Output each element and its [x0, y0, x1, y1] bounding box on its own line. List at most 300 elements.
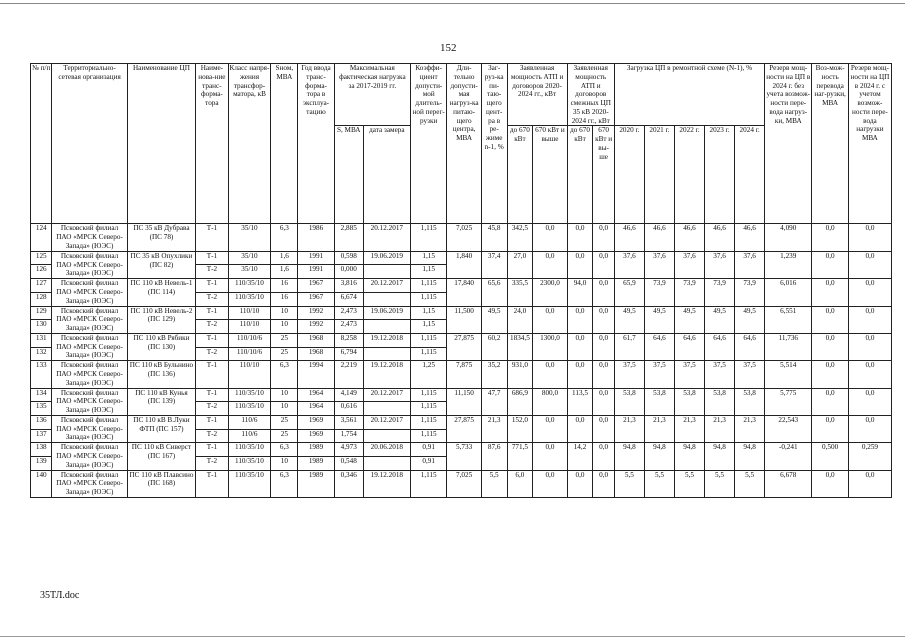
snom-cell: 10 [271, 456, 298, 470]
cp-name-cell: ПС 110 кВ Невель-1 (ПС 114) [127, 279, 196, 306]
reserve-no-cell: 6,678 [765, 470, 812, 497]
row-number: 134 [31, 388, 52, 402]
atp-over670-cell: 0,0 [533, 361, 567, 388]
coef-cell: 1,115 [410, 292, 446, 306]
transformer-cell: Т-1 [196, 388, 228, 402]
repair-load-cell: 46,6 [705, 224, 735, 251]
repair-load-cell: 21,3 [614, 415, 644, 442]
transfer-cell: 0,0 [812, 388, 848, 415]
s-mva-cell: 2,219 [334, 361, 363, 388]
voltage-cell: 35/10 [228, 224, 271, 251]
snom-cell: 16 [271, 292, 298, 306]
date-cell: 19.12.2018 [363, 333, 410, 347]
adj-to670-cell: 0,0 [567, 361, 593, 388]
table-header [31, 64, 892, 224]
repair-load-cell: 53,8 [614, 388, 644, 415]
snom-cell: 1,6 [271, 251, 298, 265]
atp-over670-cell: 1300,0 [533, 333, 567, 360]
org-cell: Псковский филиал ПАО «МРСК Северо-Запада» (ЮЭС) [52, 415, 127, 442]
adj-to670-cell: 0,0 [567, 306, 593, 333]
transfer-cell: 0,0 [812, 279, 848, 306]
reserve-with-cell: 0,0 [848, 470, 891, 497]
repair-load-cell: 37,5 [735, 361, 765, 388]
footer-filename: 35ТЛ.doc [40, 590, 80, 601]
voltage-cell: 35/10 [228, 251, 271, 265]
reserve-with-cell: 0,0 [848, 224, 891, 251]
load-pct-cell: 49,5 [481, 306, 507, 333]
header-coef: Коэффи-циент допусти-мой длитель-ной перег-рузки [410, 64, 446, 224]
reserve-no-cell: 6,016 [765, 279, 812, 306]
table-row [31, 415, 892, 429]
reserve-no-cell: 5,514 [765, 361, 812, 388]
coef-cell: 1,115 [410, 279, 446, 293]
repair-load-cell: 37,6 [674, 251, 704, 278]
repair-load-cell: 49,5 [644, 306, 674, 333]
date-cell: 19.06.2019 [363, 306, 410, 320]
load-pct-cell: 37,4 [481, 251, 507, 278]
atp-to670-cell: 27,0 [507, 251, 533, 278]
capacity-table [30, 63, 892, 498]
repair-load-cell: 49,5 [614, 306, 644, 333]
voltage-cell: 110/35/10 [228, 292, 271, 306]
coef-cell: 1,15 [410, 306, 446, 320]
adj-to670-cell: 0,0 [567, 224, 593, 251]
coef-cell: 1,15 [410, 251, 446, 265]
s-mva-cell: 1,754 [334, 429, 363, 443]
org-cell: Псковский филиал ПАО «МРСК Северо-Запада» (ЮЭС) [52, 333, 127, 360]
row-number: 128 [31, 292, 52, 306]
date-cell [363, 456, 410, 470]
voltage-cell: 110/10 [228, 320, 271, 334]
header-load-pct: Заг-руз-ка пи-таю-щего цент-ра в ре-жиме n-1, % [481, 64, 507, 224]
s-mva-cell: 3,561 [334, 415, 363, 429]
s-mva-cell: 3,816 [334, 279, 363, 293]
snom-cell: 25 [271, 347, 298, 361]
row-number: 138 [31, 443, 52, 457]
repair-load-cell: 37,6 [614, 251, 644, 278]
page-number: 152 [440, 42, 457, 54]
reserve-no-cell: -0,241 [765, 443, 812, 470]
repair-load-cell: 94,8 [674, 443, 704, 470]
reserve-no-cell: 6,551 [765, 306, 812, 333]
transfer-cell: 0,0 [812, 306, 848, 333]
cp-name-cell: ПС 110 кВ Кунья (ПС 139) [127, 388, 196, 415]
org-cell: Псковский филиал ПАО «МРСК Северо-Запада» (ЮЭС) [52, 306, 127, 333]
load-pct-cell: 21,3 [481, 415, 507, 442]
snom-cell: 10 [271, 320, 298, 334]
year-cell: 1964 [298, 402, 334, 416]
coef-cell: 1,115 [410, 224, 446, 251]
header-y2020: 2020 г. [614, 126, 644, 224]
adj-to670-cell: 14,2 [567, 443, 593, 470]
repair-load-cell: 53,8 [674, 388, 704, 415]
date-cell: 20.12.2017 [363, 224, 410, 251]
s-mva-cell: 0,598 [334, 251, 363, 265]
repair-load-cell: 46,6 [674, 224, 704, 251]
coef-cell: 1,115 [410, 429, 446, 443]
row-number: 129 [31, 306, 52, 320]
repair-load-cell: 53,8 [705, 388, 735, 415]
long-allow-cell: 5,733 [447, 443, 481, 470]
atp-to670-cell: 931,0 [507, 361, 533, 388]
date-cell: 20.12.2017 [363, 388, 410, 402]
row-number: 135 [31, 402, 52, 416]
header-y2024: 2024 г. [735, 126, 765, 224]
adj-over670-cell: 0,0 [593, 251, 614, 278]
coef-cell: 1,115 [410, 402, 446, 416]
coef-cell: 1,25 [410, 361, 446, 388]
reserve-with-cell: 0,0 [848, 306, 891, 333]
date-cell: 20.12.2017 [363, 415, 410, 429]
atp-to670-cell: 771,5 [507, 443, 533, 470]
voltage-cell: 110/10/6 [228, 347, 271, 361]
header-reserve-with: Резерв мощ-ности на ЦП в 2024 г. с учетом возмож-ности пере-вода нагрузки МВА [848, 64, 891, 224]
repair-load-cell: 94,8 [705, 443, 735, 470]
year-cell: 1968 [298, 347, 334, 361]
repair-load-cell: 21,3 [644, 415, 674, 442]
year-cell: 1992 [298, 306, 334, 320]
repair-load-cell: 5,5 [644, 470, 674, 497]
date-cell: 20.06.2018 [363, 443, 410, 457]
repair-load-cell: 53,8 [644, 388, 674, 415]
load-pct-cell: 65,6 [481, 279, 507, 306]
header-to670b: до 670 кВт [567, 126, 593, 224]
date-cell [363, 347, 410, 361]
atp-over670-cell: 0,0 [533, 443, 567, 470]
snom-cell: 6,3 [271, 224, 298, 251]
atp-to670-cell: 335,5 [507, 279, 533, 306]
transformer-cell: Т-1 [196, 306, 228, 320]
header-y2021: 2021 г. [644, 126, 674, 224]
voltage-cell: 110/35/10 [228, 470, 271, 497]
adj-to670-cell: 0,0 [567, 333, 593, 360]
reserve-no-cell: 11,736 [765, 333, 812, 360]
voltage-cell: 110/10 [228, 361, 271, 388]
atp-to670-cell: 1834,5 [507, 333, 533, 360]
load-pct-cell: 45,8 [481, 224, 507, 251]
transformer-cell: Т-2 [196, 402, 228, 416]
voltage-cell: 110/35/10 [228, 456, 271, 470]
voltage-cell: 110/10/6 [228, 333, 271, 347]
transformer-cell: Т-1 [196, 443, 228, 457]
long-allow-cell: 1,840 [447, 251, 481, 278]
header-meas-date: дата замера [363, 126, 410, 224]
header-s-mva: S, МВА [334, 126, 363, 224]
repair-load-cell: 94,8 [735, 443, 765, 470]
adj-over670-cell: 0,0 [593, 415, 614, 442]
date-cell: 19.06.2019 [363, 251, 410, 265]
snom-cell: 6,3 [271, 361, 298, 388]
table-row [31, 279, 892, 293]
row-number: 131 [31, 333, 52, 347]
table-row [31, 443, 892, 457]
header-declared-atp: Заявленная мощность АТП и договоров 2020-2024 гг., кВт [507, 64, 567, 126]
s-mva-cell: 4,149 [334, 388, 363, 402]
org-cell: Псковский филиал ПАО «МРСК Северо-Запада» (ЮЭС) [52, 361, 127, 388]
reserve-with-cell: 0,0 [848, 279, 891, 306]
reserve-with-cell: 0,0 [848, 333, 891, 360]
transfer-cell: 0,0 [812, 224, 848, 251]
bottom-border-line [0, 636, 905, 637]
repair-load-cell: 37,5 [705, 361, 735, 388]
transformer-cell: Т-1 [196, 251, 228, 265]
reserve-no-cell: 5,775 [765, 388, 812, 415]
repair-load-cell: 37,6 [644, 251, 674, 278]
reserve-with-cell: 0,0 [848, 251, 891, 278]
date-cell [363, 265, 410, 279]
repair-load-cell: 64,6 [644, 333, 674, 360]
top-border-line [0, 3, 905, 4]
transfer-cell: 0,500 [812, 443, 848, 470]
repair-load-cell: 37,5 [674, 361, 704, 388]
coef-cell: 0,91 [410, 456, 446, 470]
year-cell: 1964 [298, 388, 334, 402]
load-pct-cell: 87,6 [481, 443, 507, 470]
transformer-cell: Т-1 [196, 470, 228, 497]
row-number: 127 [31, 279, 52, 293]
s-mva-cell: 2,885 [334, 224, 363, 251]
reserve-with-cell: 0,259 [848, 443, 891, 470]
s-mva-cell: 6,794 [334, 347, 363, 361]
voltage-cell: 110/35/10 [228, 388, 271, 402]
snom-cell: 25 [271, 333, 298, 347]
year-cell: 1986 [298, 224, 334, 251]
transformer-cell: Т-2 [196, 456, 228, 470]
date-cell [363, 320, 410, 334]
adj-over670-cell: 0,0 [593, 224, 614, 251]
year-cell: 1991 [298, 265, 334, 279]
org-cell: Псковский филиал ПАО «МРСК Северо-Запада» (ЮЭС) [52, 251, 127, 278]
adj-over670-cell: 0,0 [593, 443, 614, 470]
adj-to670-cell: 94,0 [567, 279, 593, 306]
header-org: Территориально-сетевая организация [52, 64, 127, 224]
year-cell: 1989 [298, 456, 334, 470]
row-number: 136 [31, 415, 52, 429]
long-allow-cell: 7,025 [447, 224, 481, 251]
s-mva-cell: 0,000 [334, 265, 363, 279]
atp-over670-cell: 0,0 [533, 224, 567, 251]
row-number: 132 [31, 347, 52, 361]
long-allow-cell: 17,840 [447, 279, 481, 306]
repair-load-cell: 21,3 [674, 415, 704, 442]
adj-over670-cell: 0,0 [593, 279, 614, 306]
year-cell: 1994 [298, 361, 334, 388]
row-number: 140 [31, 470, 52, 497]
repair-load-cell: 73,9 [644, 279, 674, 306]
org-cell: Псковский филиал ПАО «МРСК Северо-Запада» (ЮЭС) [52, 224, 127, 251]
transfer-cell: 0,0 [812, 333, 848, 360]
repair-load-cell: 46,6 [735, 224, 765, 251]
adj-to670-cell: 0,0 [567, 251, 593, 278]
year-cell: 1967 [298, 279, 334, 293]
load-pct-cell: 60,2 [481, 333, 507, 360]
header-long-allow: Дли-тельно допусти-мая нагруз-ка питаю-щего центра, МВА [447, 64, 481, 224]
repair-load-cell: 5,5 [614, 470, 644, 497]
coef-cell: 1,115 [410, 415, 446, 429]
reserve-with-cell: 0,0 [848, 388, 891, 415]
header-over670: 670 кВт и выше [533, 126, 567, 224]
s-mva-cell: 0,548 [334, 456, 363, 470]
reserve-no-cell: 1,239 [765, 251, 812, 278]
repair-load-cell: 49,5 [735, 306, 765, 333]
repair-load-cell: 46,6 [614, 224, 644, 251]
atp-over670-cell: 0,0 [533, 470, 567, 497]
repair-load-cell: 49,5 [705, 306, 735, 333]
s-mva-cell: 8,258 [334, 333, 363, 347]
s-mva-cell: 6,674 [334, 292, 363, 306]
cp-name-cell: ПС 35 кВ Опухлики (ПС 82) [127, 251, 196, 278]
table-row [31, 333, 892, 347]
reserve-no-cell: 22,543 [765, 415, 812, 442]
header-transfer: Воз-мож-ность перевода наг-рузки, МВА [812, 64, 848, 224]
snom-cell: 25 [271, 415, 298, 429]
voltage-cell: 110/10 [228, 306, 271, 320]
transformer-cell: Т-1 [196, 224, 228, 251]
header-num: № п/п [31, 64, 52, 224]
cp-name-cell: ПС 110 кВ Бульнино (ПС 136) [127, 361, 196, 388]
long-allow-cell: 11,500 [447, 306, 481, 333]
atp-over670-cell: 2300,0 [533, 279, 567, 306]
transformer-cell: Т-1 [196, 415, 228, 429]
header-y2023: 2023 г. [705, 126, 735, 224]
year-cell: 1968 [298, 333, 334, 347]
snom-cell: 10 [271, 306, 298, 320]
transfer-cell: 0,0 [812, 251, 848, 278]
transformer-cell: Т-1 [196, 361, 228, 388]
coef-cell: 1,115 [410, 347, 446, 361]
repair-load-cell: 37,6 [735, 251, 765, 278]
header-reserve-no: Резерв мощ-ности на ЦП в 2024 г. без учета возмож-ности пере-вода нагруз-ки, МВА [765, 64, 812, 224]
adj-over670-cell: 0,0 [593, 306, 614, 333]
row-number: 139 [31, 456, 52, 470]
repair-load-cell: 73,9 [674, 279, 704, 306]
repair-load-cell: 21,3 [735, 415, 765, 442]
repair-load-cell: 46,6 [644, 224, 674, 251]
coef-cell: 1,115 [410, 470, 446, 497]
cp-name-cell: ПС 110 кВ Сиверст (ПС 167) [127, 443, 196, 470]
header-over670b: 670 кВт и вы-ше [593, 126, 614, 224]
row-number: 126 [31, 265, 52, 279]
atp-over670-cell: 0,0 [533, 306, 567, 333]
transfer-cell: 0,0 [812, 470, 848, 497]
transfer-cell: 0,0 [812, 415, 848, 442]
table-body [31, 224, 892, 497]
table-row [31, 251, 892, 265]
cp-name-cell: ПС 110 кВ В.Луки ФТП (ПС 157) [127, 415, 196, 442]
org-cell: Псковский филиал ПАО «МРСК Северо-Запада» (ЮЭС) [52, 443, 127, 470]
header-year: Год ввода транс-форма-тора в эксплуа-тацию [298, 64, 334, 224]
snom-cell: 6,3 [271, 470, 298, 497]
year-cell: 1969 [298, 429, 334, 443]
header-repair-load: Загрузка ЦП в ремонтной схеме (N-1), % [614, 64, 764, 126]
adj-over670-cell: 0,0 [593, 361, 614, 388]
header-voltage-class: Класс напря-жения трансфор-матора, кВ [228, 64, 271, 224]
transformer-cell: Т-2 [196, 347, 228, 361]
coef-cell: 0,91 [410, 443, 446, 457]
row-number: 130 [31, 320, 52, 334]
year-cell: 1992 [298, 320, 334, 334]
transformer-cell: Т-2 [196, 429, 228, 443]
header-max-load: Максимальная фактическая нагрузка за 2017-2019 гг. [334, 64, 410, 126]
adj-over670-cell: 0,0 [593, 388, 614, 415]
cp-name-cell: ПС 110 кВ Невель-2 (ПС 129) [127, 306, 196, 333]
date-cell: 20.12.2017 [363, 279, 410, 293]
atp-over670-cell: 0,0 [533, 251, 567, 278]
adj-to670-cell: 113,5 [567, 388, 593, 415]
year-cell: 1989 [298, 470, 334, 497]
long-allow-cell: 27,875 [447, 333, 481, 360]
reserve-with-cell: 0,0 [848, 415, 891, 442]
adj-to670-cell: 0,0 [567, 415, 593, 442]
voltage-cell: 110/35/10 [228, 443, 271, 457]
repair-load-cell: 37,5 [644, 361, 674, 388]
reserve-no-cell: 4,090 [765, 224, 812, 251]
long-allow-cell: 7,875 [447, 361, 481, 388]
transformer-cell: Т-1 [196, 279, 228, 293]
table-row [31, 306, 892, 320]
adj-over670-cell: 0,0 [593, 470, 614, 497]
repair-load-cell: 5,5 [705, 470, 735, 497]
year-cell: 1991 [298, 251, 334, 265]
s-mva-cell: 2,473 [334, 320, 363, 334]
coef-cell: 1,15 [410, 320, 446, 334]
load-pct-cell: 5,5 [481, 470, 507, 497]
org-cell: Псковский филиал ПАО «МРСК Северо-Запада» (ЮЭС) [52, 388, 127, 415]
atp-over670-cell: 800,0 [533, 388, 567, 415]
repair-load-cell: 65,9 [614, 279, 644, 306]
repair-load-cell: 37,6 [705, 251, 735, 278]
repair-load-cell: 64,6 [705, 333, 735, 360]
transformer-cell: Т-2 [196, 265, 228, 279]
snom-cell: 6,3 [271, 443, 298, 457]
date-cell [363, 429, 410, 443]
year-cell: 1967 [298, 292, 334, 306]
adj-to670-cell: 0,0 [567, 470, 593, 497]
voltage-cell: 110/35/10 [228, 402, 271, 416]
load-pct-cell: 47,7 [481, 388, 507, 415]
org-cell: Псковский филиал ПАО «МРСК Северо-Запада» (ЮЭС) [52, 279, 127, 306]
repair-load-cell: 49,5 [674, 306, 704, 333]
coef-cell: 1,115 [410, 388, 446, 402]
year-cell: 1969 [298, 415, 334, 429]
repair-load-cell: 94,8 [644, 443, 674, 470]
coef-cell: 1,115 [410, 333, 446, 347]
s-mva-cell: 0,346 [334, 470, 363, 497]
date-cell [363, 292, 410, 306]
atp-to670-cell: 24,0 [507, 306, 533, 333]
snom-cell: 16 [271, 279, 298, 293]
row-number: 124 [31, 224, 52, 251]
row-number: 133 [31, 361, 52, 388]
repair-load-cell: 64,6 [735, 333, 765, 360]
repair-load-cell: 73,9 [735, 279, 765, 306]
repair-load-cell: 53,8 [735, 388, 765, 415]
load-pct-cell: 35,2 [481, 361, 507, 388]
reserve-with-cell: 0,0 [848, 361, 891, 388]
row-number: 137 [31, 429, 52, 443]
voltage-cell: 35/10 [228, 265, 271, 279]
repair-load-cell: 5,5 [674, 470, 704, 497]
snom-cell: 10 [271, 402, 298, 416]
voltage-cell: 110/6 [228, 415, 271, 429]
transformer-cell: Т-2 [196, 292, 228, 306]
header-cp-name: Наименование ЦП [127, 64, 196, 224]
coef-cell: 1,15 [410, 265, 446, 279]
cp-name-cell: ПС 110 кВ Плавсино (ПС 168) [127, 470, 196, 497]
header-to670: до 670 кВт [507, 126, 533, 224]
voltage-cell: 110/6 [228, 429, 271, 443]
table-row [31, 388, 892, 402]
